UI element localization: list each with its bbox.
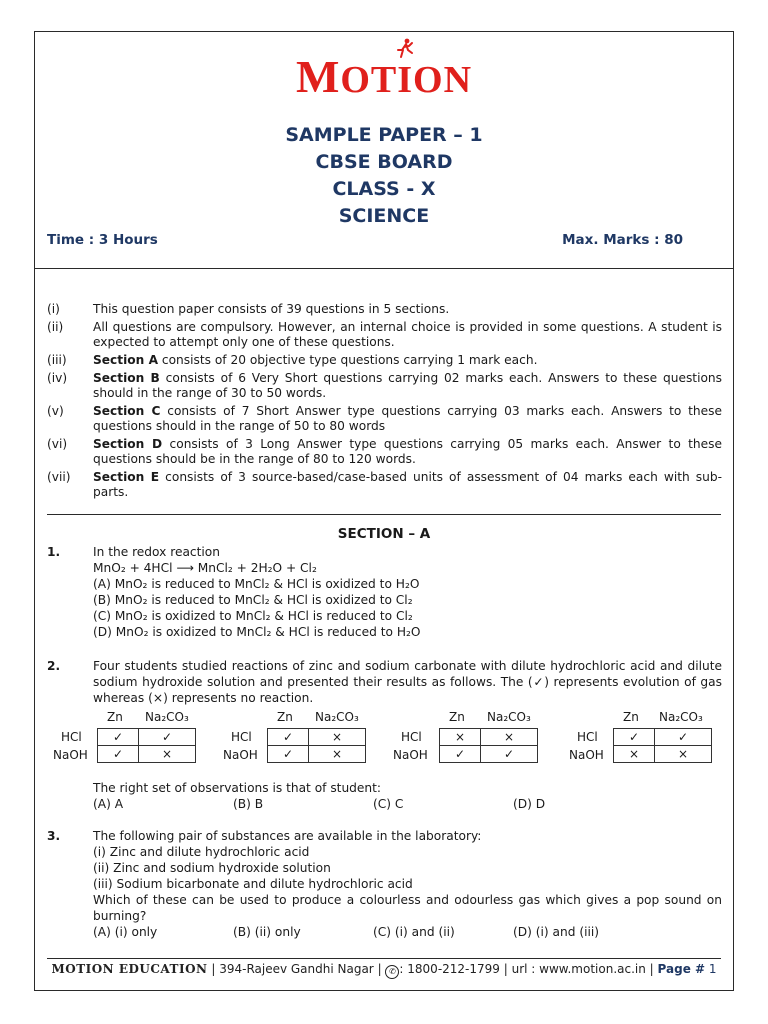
footer-brand: MOTION EDUCATION xyxy=(51,962,208,976)
option-a: (A) A xyxy=(93,797,124,811)
question-stem: In the redox reaction xyxy=(93,545,220,559)
page-footer: MOTION EDUCATION | 394-Rajeev Gandhi Nagar | ✆ : 1800-212-1799 | url : www.motion.ac.in | Page # 1 xyxy=(35,962,733,979)
option-a: (A) MnO₂ is reduced to MnCl₂ & HCl is oxidized to H₂O xyxy=(93,577,420,591)
footer-phone: 1800-212-1799 xyxy=(407,962,500,976)
option-d: (D) MnO₂ is oxidized to MnCl₂ & HCl is reduced to H₂O xyxy=(93,625,421,639)
reaction-equation: MnO₂ + 4HCl ⟶ MnCl₂ + 2H₂O + Cl₂ xyxy=(93,561,317,575)
instruction-item: (ii) All questions are compulsory. However, an internal choice is provided in some questions. A student is expected to attempt only one of these questions. xyxy=(47,320,722,349)
question-stem: Four students studied reactions of zinc and sodium carbonate with dilute hydrochloric acid and dilute sodium hydroxide solution and presented their results as follows. The (✓) represents evolution of gas whereas (×) represents no reaction. xyxy=(93,659,722,705)
time-label: Time : 3 Hours xyxy=(47,232,158,248)
option-a: (A) (i) only xyxy=(93,925,158,939)
question-3: 3. The following pair of substances are available in the laboratory: (i) Zinc and dilute hydrochloric acid (ii) Zinc and sodium hydroxide solution (iii) Sodium bicarbonate and dilute hydrochloric acid Which of these can be used to produce a colourless and odourless gas which gives a pop sound on burning? (A) (i) only (B) (ii) only (C) (i) and (ii) (D) (i) and (iii) xyxy=(47,829,722,939)
footer-url: url : www.motion.ac.in xyxy=(511,962,646,976)
question-2-ask: The right set of observations is that of student: (A) A (B) B (C) C (D) D xyxy=(47,780,722,812)
result-grid: ✓ ✓ ✓ × xyxy=(97,728,196,763)
student-table: Zn Na₂CO₃ HCl NaOH ✓ ✓ × × xyxy=(561,708,726,788)
option-d: (D) (i) and (iii) xyxy=(513,925,600,939)
option-b: (B) MnO₂ is reduced to MnCl₂ & HCl is oxidized to Cl₂ xyxy=(93,593,413,607)
max-marks-label: Max. Marks : 80 xyxy=(562,232,683,248)
result-grid: ✓ × ✓ × xyxy=(267,728,366,763)
instruction-item: (vi) Section D consists of 3 Long Answer type questions carrying 05 marks each. Answer to these questions should be in the range of 80 to 120 words. xyxy=(47,437,722,466)
title-line: CLASS - X xyxy=(332,178,436,200)
divider xyxy=(47,958,721,959)
paper-page xyxy=(34,31,734,991)
result-grid: ✓ ✓ × × xyxy=(613,728,712,763)
footer-address: 394-Rajeev Gandhi Nagar xyxy=(219,962,374,976)
divider xyxy=(47,514,721,515)
student-table: Zn Na₂CO₃ HCl NaOH ✓ ✓ ✓ × xyxy=(47,708,212,788)
title-line: SCIENCE xyxy=(338,205,430,227)
page-number: 1 xyxy=(708,962,717,976)
list-item: (ii) Zinc and sodium hydroxide solution xyxy=(93,861,331,875)
instructions-list xyxy=(47,302,722,503)
list-item: (i) Zinc and dilute hydrochloric acid xyxy=(93,845,310,859)
paper-title xyxy=(35,122,733,230)
instruction-item: (iii) Section A consists of 20 objective type questions carrying 1 mark each. xyxy=(47,353,538,367)
instruction-item: (v) Section C consists of 7 Short Answer type questions carrying 03 marks each. Answers to these questions should in the range of 50 to 80 words xyxy=(47,404,722,433)
result-grid: × × ✓ ✓ xyxy=(439,728,538,763)
instruction-item: (iv) Section B consists of 6 Very Short questions carrying 02 marks each. Answers to these questions should in the range of 30 to 50 words. xyxy=(47,371,722,400)
motion-logo: MOTION xyxy=(295,51,473,102)
option-b: (B) (ii) only xyxy=(233,925,301,939)
question-2: 2. Four students studied reactions of zinc and sodium carbonate with dilute hydrochloric acid and dilute sodium hydroxide solution and presented their results as follows. The (✓) represents evolution of gas whereas (×) represents no reaction. xyxy=(47,659,722,705)
student-table: Zn Na₂CO₃ HCl NaOH × × ✓ ✓ xyxy=(389,708,554,788)
title-line: SAMPLE PAPER – 1 xyxy=(285,124,483,146)
option-c: (C) MnO₂ is oxidized to MnCl₂ & HCl is reduced to Cl₂ xyxy=(93,609,413,623)
section-a-heading: SECTION – A xyxy=(337,526,431,542)
student-table: Zn Na₂CO₃ HCl NaOH ✓ × ✓ × xyxy=(219,708,384,788)
option-d: (D) D xyxy=(513,797,546,811)
options-row xyxy=(93,924,722,940)
question-stem: The following pair of substances are available in the laboratory: xyxy=(93,829,482,843)
title-line: CBSE BOARD xyxy=(315,151,453,173)
option-c: (C) (i) and (ii) xyxy=(373,925,455,939)
question-1: 1. In the redox reaction MnO₂ + 4HCl ⟶ MnCl₂ + 2H₂O + Cl₂ (A) MnO₂ is reduced to MnCl₂ & HCl is oxidized to H₂O (B) MnO₂ is reduced to MnCl₂ & HCl is oxidized to Cl₂ (C) MnO₂ is oxidized to MnCl₂ & HCl is reduced to Cl₂ (D) MnO₂ is oxidized to MnCl₂ & HCl is reduced to H₂O xyxy=(47,544,722,640)
instruction-item: (vii) Section E consists of 3 source-based/case-based units of assessment of 04 marks each with sub-parts. xyxy=(47,470,722,499)
phone-icon: ✆ xyxy=(385,965,399,979)
divider xyxy=(35,268,733,269)
observation-tables xyxy=(47,708,727,788)
option-c: (C) C xyxy=(373,797,404,811)
options-row xyxy=(93,796,722,812)
list-item: (iii) Sodium bicarbonate and dilute hydrochloric acid xyxy=(93,877,413,891)
option-b: (B) B xyxy=(233,797,264,811)
instruction-item: (i) This question paper consists of 39 questions in 5 sections. xyxy=(47,302,450,316)
runner-icon xyxy=(394,38,416,60)
page-label: Page # xyxy=(657,962,706,976)
